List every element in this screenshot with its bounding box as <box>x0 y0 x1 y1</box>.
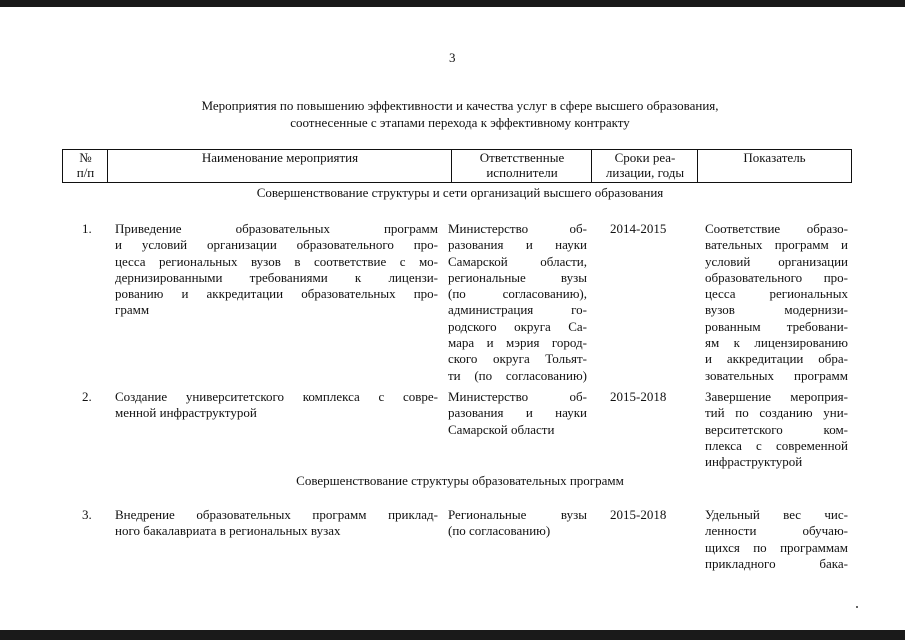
row-2-name <box>115 389 438 422</box>
row-3-indicator-line: щихся по программам <box>705 539 848 555</box>
row-3-indicator-line: прикладного бака- <box>705 555 848 571</box>
row-2-indicator-line: Завершение мероприя- <box>705 389 848 404</box>
row-3-indicator <box>705 507 848 572</box>
document-title-line-1: Мероприятия по повышению эффективности и качества услуг в сфере высшего образования, <box>201 98 719 113</box>
row-2-indicator-line: верситетского ком- <box>705 421 848 437</box>
row-1-indicator-line: цесса региональных <box>705 286 848 302</box>
row-2-executors-line: разования и науки <box>448 405 587 421</box>
row-3-name-line: ного бакалавриата в региональных вузах <box>115 523 341 539</box>
row-1-executors-line: родского округа Са- <box>448 318 587 334</box>
row-1-executors-line: (по согласованию), <box>448 286 587 302</box>
row-3-executors <box>448 507 587 540</box>
row-3-indicator-line: ленности обучаю- <box>705 523 848 539</box>
row-2-name-line: Создание университетского комплекса с совре- <box>115 389 438 404</box>
row-1-indicator-line: образовательного про- <box>705 269 848 285</box>
row-1-indicator <box>705 221 848 384</box>
scan-speck <box>856 606 858 608</box>
header-indicator-text: Показатель <box>743 150 806 165</box>
row-2-executors-line: Самарской области <box>448 421 555 437</box>
row-1-executors-line: Министерство об- <box>448 221 587 236</box>
row-1-executors-line: мара и мэрия город- <box>448 335 587 351</box>
row-1-name-line: и условий организации образовательного про- <box>115 237 438 253</box>
header-period <box>591 149 698 183</box>
row-1-indicator-line: рованным требовани- <box>705 318 848 334</box>
header-number-line-1: № <box>79 150 92 165</box>
row-1-indicator-line: условий организации <box>705 253 848 269</box>
row-1-period: 2014-2015 <box>610 221 667 236</box>
row-3-name <box>115 507 438 540</box>
top-scan-border <box>0 0 905 7</box>
header-executors-line-1: Ответственные <box>479 150 565 165</box>
header-number <box>62 149 108 183</box>
section-heading-programs: Совершенствование структуры образовательных программ <box>296 473 624 488</box>
row-1-indicator-line: вательных программ и <box>705 237 848 253</box>
row-2-indicator-line: инфраструктурой <box>705 454 803 470</box>
row-1-name-line: цесса региональных вузов в соответствие с мо- <box>115 253 438 269</box>
header-indicator <box>697 149 852 183</box>
row-1-executors-line: Самарской области, <box>448 253 587 269</box>
row-1-number: 1. <box>82 221 92 236</box>
bottom-scan-border <box>0 630 905 640</box>
row-1-executors-line: администрация го- <box>448 302 587 318</box>
document-title-line-2: соотнесенные с этапами перехода к эффективному контракту <box>290 115 630 130</box>
row-1-indicator-line: и аккредитации обра- <box>705 351 848 367</box>
row-3-number: 3. <box>82 507 92 522</box>
row-1-executors-line: региональные вузы <box>448 269 587 285</box>
header-number-line-2: п/п <box>76 165 95 180</box>
header-activity-name <box>107 149 452 183</box>
section-heading-network: Совершенствование структуры и сети организаций высшего образования <box>256 185 664 200</box>
row-2-indicator-line: тий по созданию уни- <box>705 405 848 421</box>
row-2-indicator-line: плекса с современной <box>705 437 848 453</box>
row-2-indicator <box>705 389 848 470</box>
header-executors-line-2: исполнители <box>486 165 558 180</box>
row-1-executors-line: разования и науки <box>448 237 587 253</box>
row-2-number: 2. <box>82 389 92 404</box>
row-3-executors-line: Региональные вузы <box>448 507 587 522</box>
row-1-executors-line: ского округа Тольят- <box>448 351 587 367</box>
header-period-line-1: Сроки реа- <box>614 150 676 165</box>
row-3-name-line: Внедрение образовательных программ приклад- <box>115 507 438 522</box>
row-1-indicator-line: ям к лицензированию <box>705 335 848 351</box>
row-1-executors-line: ти (по согласованию) <box>448 367 587 383</box>
header-executors <box>451 149 592 183</box>
row-2-executors-line: Министерство об- <box>448 389 587 404</box>
row-1-indicator-line: Соответствие образо- <box>705 221 848 236</box>
header-activity-name-text: Наименование мероприятия <box>201 150 359 165</box>
row-1-name-line: дернизированными требованиями к лицензи- <box>115 269 438 285</box>
row-1-name-line: грамм <box>115 302 150 318</box>
row-1-executors <box>448 221 587 384</box>
row-1-name-line: Приведение образовательных программ <box>115 221 438 236</box>
row-3-indicator-line: Удельный вес чис- <box>705 507 848 522</box>
row-3-executors-line: (по согласованию) <box>448 523 551 539</box>
header-period-line-2: лизации, годы <box>605 165 685 180</box>
row-1-name-line: рованию и аккредитации образовательных про- <box>115 286 438 302</box>
row-1-name <box>115 221 438 319</box>
row-2-period: 2015-2018 <box>610 389 667 404</box>
row-3-period: 2015-2018 <box>610 507 667 522</box>
row-2-name-line: менной инфраструктурой <box>115 405 257 421</box>
row-1-indicator-line: зовательных программ <box>705 367 848 383</box>
row-2-executors <box>448 389 587 438</box>
row-1-indicator-line: вузов модернизи- <box>705 302 848 318</box>
page-number: 3 <box>449 50 456 65</box>
